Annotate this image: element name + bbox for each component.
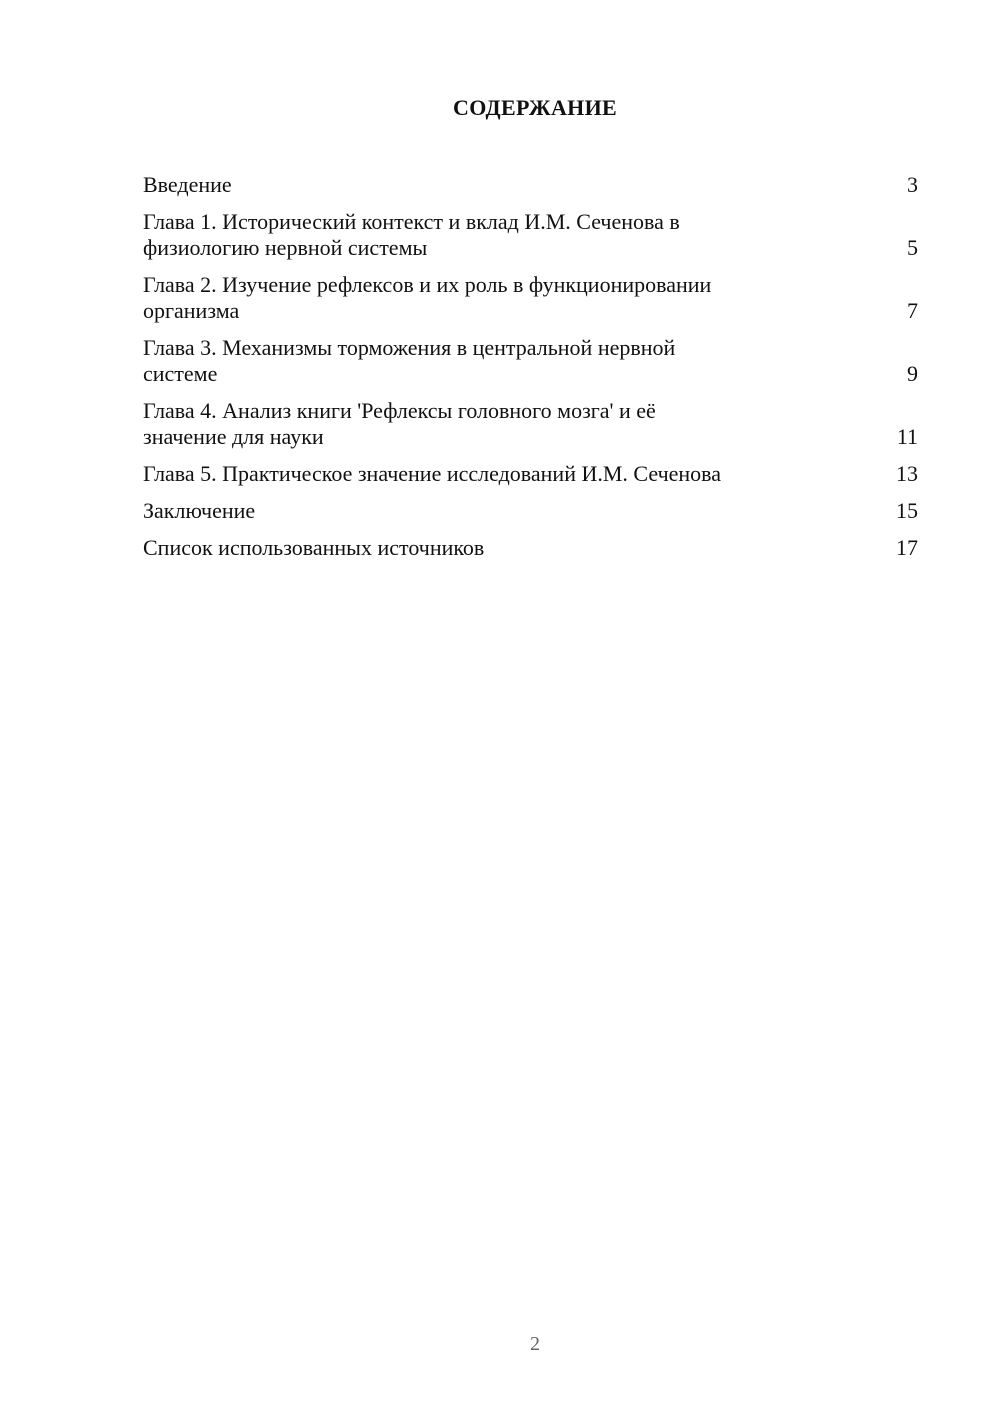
toc-entry-conclusion [143, 498, 918, 524]
toc-entry-text: Список использованных источников [143, 535, 485, 560]
toc-entry-text: Глава 1. Исторический контекст и вклад И.М. Сеченова в физиологию нервной системы [143, 209, 680, 260]
toc-entry-page: 15 [896, 498, 918, 523]
toc-entry-page: 9 [907, 361, 918, 386]
toc-entry-chapter-1 [143, 209, 918, 261]
toc-entry-text: Глава 2. Изучение рефлексов и их роль в функционировании организма [143, 272, 712, 323]
toc-entry-text: Глава 4. Анализ книги 'Рефлексы головного мозга' и её значение для науки [143, 398, 656, 449]
toc-entry-page: 17 [896, 535, 918, 560]
toc-entry-references [143, 535, 918, 561]
toc-title: СОДЕРЖАНИЕ [453, 95, 617, 120]
toc-entry-page: 3 [907, 172, 918, 197]
toc-entry-page: 11 [896, 424, 918, 449]
toc-entry-chapter-4 [143, 398, 918, 450]
toc-entry-text: Заключение [143, 498, 256, 523]
toc-entry-text: Глава 5. Практическое значение исследований И.М. Сеченова [143, 461, 722, 486]
toc-entry-text: Глава 3. Механизмы торможения в центральной нервной системе [143, 335, 676, 386]
toc-entry-page: 7 [907, 298, 918, 323]
toc-entry-text: Введение [143, 172, 232, 197]
toc-entry-chapter-3 [143, 335, 918, 387]
toc-list [143, 172, 918, 572]
toc-entry-page: 13 [896, 461, 918, 486]
toc-entry-page: 5 [907, 235, 918, 260]
toc-entry-chapter-2 [143, 272, 918, 324]
toc-entry-introduction [143, 172, 918, 198]
toc-entry-chapter-5 [143, 461, 918, 487]
page-number: 2 [530, 1333, 540, 1355]
